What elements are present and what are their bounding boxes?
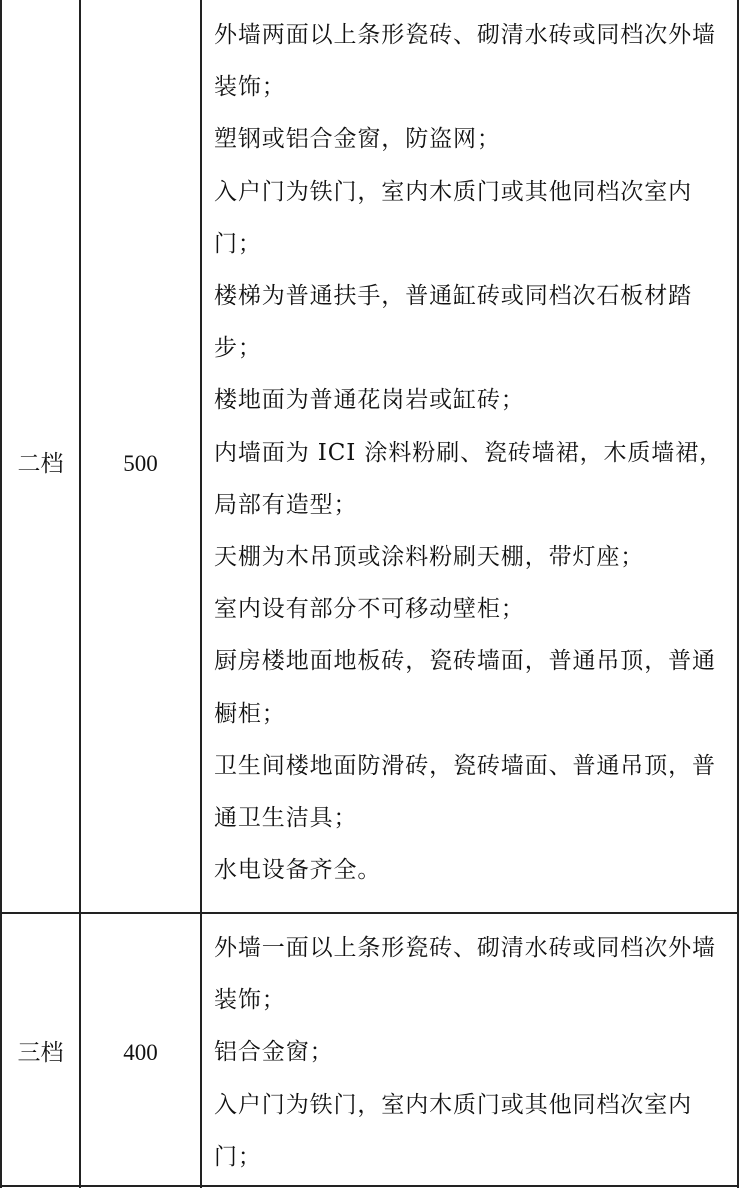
- price-cell: 400: [123, 1040, 158, 1065]
- description-item: 天棚为木吊顶或涂料粉刷天棚，带灯座；: [214, 544, 645, 571]
- description-item: 楼梯为普通扶手，普通缸砖或同档次石板材踏步；: [214, 283, 692, 362]
- grade-cell: 三档: [17, 1040, 64, 1066]
- description-item: 外墙一面以上条形瓷砖、砌清水砖或同档次外墙装饰；: [214, 935, 716, 1014]
- table-row: [0, 913, 739, 1188]
- description-item: 塑钢或铝合金窗，防盗网；: [214, 126, 501, 153]
- description-item: 入户门为铁门，室内木质门或其他同档次室内门；: [214, 178, 692, 257]
- column-divider: [79, 0, 81, 1188]
- description-item: 室内设有部分不可移动壁柜；: [214, 596, 525, 623]
- price-cell: 500: [123, 451, 158, 476]
- description-list: [214, 922, 730, 1183]
- description-item: 外墙两面以上条形瓷砖、砌清水砖或同档次外墙装饰；: [214, 22, 716, 101]
- table-border-bottom: [0, 1185, 739, 1187]
- row-divider: [0, 912, 739, 914]
- description-item: 卫生间楼地面防滑砖，瓷砖墙面、普通吊顶，普通卫生洁具；: [214, 752, 716, 832]
- description-item: 水电设备齐全。: [214, 857, 382, 884]
- table-border-left: [0, 0, 2, 1188]
- description-item: 内墙面为 ICI 涂料粉刷、瓷砖墙裙，木质墙裙，局部有造型；: [214, 439, 723, 518]
- description-item: 厨房楼地面地板砖，瓷砖墙面，普通吊顶，普通橱柜；: [214, 648, 716, 727]
- description-item: 铝合金窗；: [214, 1039, 334, 1066]
- grade-cell: 二档: [17, 451, 64, 477]
- description-item: 楼地面为普通花岗岩或缸砖；: [214, 387, 525, 414]
- description-list: [214, 9, 730, 896]
- description-item: 入户门为铁门，室内木质门或其他同档次室内门；: [214, 1091, 692, 1170]
- column-divider: [200, 0, 202, 1188]
